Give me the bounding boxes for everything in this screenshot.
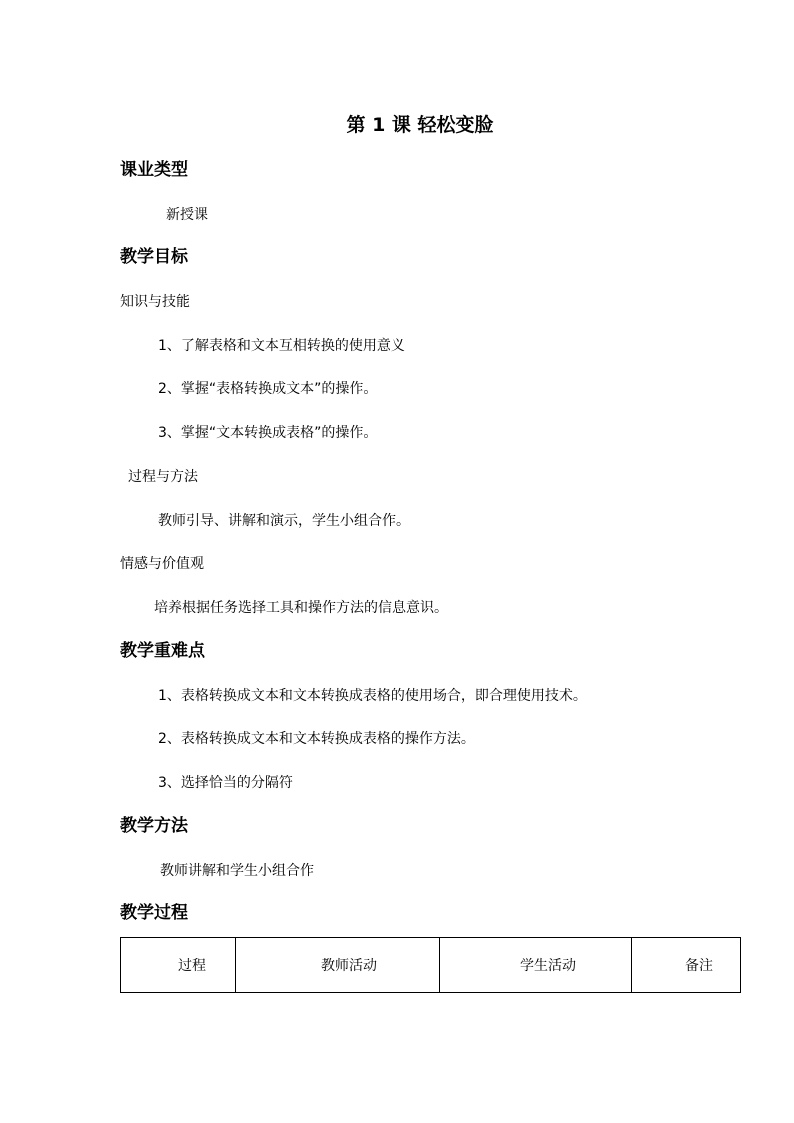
label-process-method: 过程与方法 <box>128 469 198 485</box>
process-method-text: 教师引导、讲解和演示，学生小组合作。 <box>158 513 410 529</box>
keypoint-item-3: 3、选择恰当的分隔符 <box>158 775 293 791</box>
lesson-type-text: 新授课 <box>166 207 208 223</box>
keypoint-item-2: 2、表格转换成文本和文本转换成表格的操作方法。 <box>158 731 475 747</box>
knowledge-item-2: 2、掌握“表格转换成文本”的操作。 <box>158 381 378 397</box>
label-knowledge-skills: 知识与技能 <box>120 294 190 310</box>
knowledge-item-3: 3、掌握“文本转换成表格”的操作。 <box>158 425 378 441</box>
knowledge-item-1: 1、了解表格和文本互相转换的使用意义 <box>158 338 405 354</box>
lesson-title: 第 1 课 轻松变脸 <box>346 114 494 136</box>
column-header-student-activity: 学生活动 <box>440 938 632 993</box>
heading-teaching-method: 教学方法 <box>120 816 188 836</box>
keypoint-item-1: 1、表格转换成文本和文本转换成表格的使用场合，即合理使用技术。 <box>158 688 587 704</box>
heading-teaching-procedure: 教学过程 <box>120 903 188 923</box>
label-emotion-values: 情感与价值观 <box>120 556 204 572</box>
heading-key-points: 教学重难点 <box>120 641 205 661</box>
table-row <box>121 938 741 993</box>
heading-teaching-goals: 教学目标 <box>120 247 188 267</box>
column-header-notes: 备注 <box>632 938 741 993</box>
column-header-teacher-activity: 教师活动 <box>236 938 440 993</box>
column-header-process: 过程 <box>121 938 236 993</box>
procedure-table <box>120 937 741 993</box>
teaching-method-text: 教师讲解和学生小组合作 <box>160 863 314 879</box>
heading-lesson-type: 课业类型 <box>120 160 188 180</box>
emotion-values-text: 培养根据任务选择工具和操作方法的信息意识。 <box>154 600 448 616</box>
